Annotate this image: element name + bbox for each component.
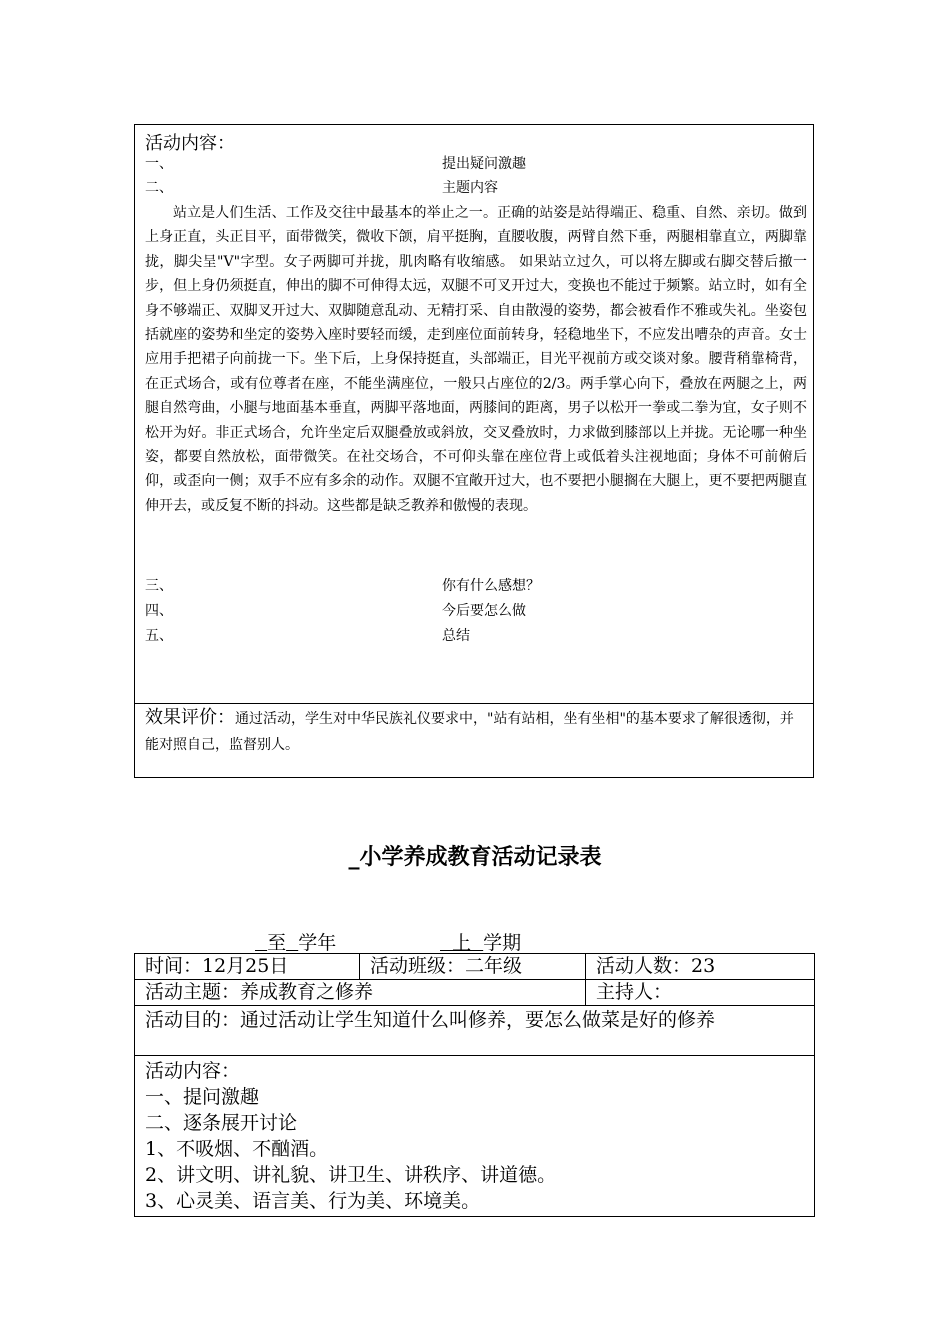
purpose-cell: 活动目的：通过活动让学生知道什么叫修养，要怎么做菜是好的修养 xyxy=(135,1006,815,1056)
semester xyxy=(440,928,521,955)
page-title: _小学养成教育活动记录表 xyxy=(348,844,602,870)
time-cell: 时间：12月25日 xyxy=(135,954,360,980)
item-text: 提出疑问激趣 xyxy=(442,156,526,172)
semester-value: 上 xyxy=(440,932,484,954)
effect-label: 效果评价： xyxy=(145,707,235,728)
content-line: 1、不吸烟、不酗酒。 xyxy=(145,1138,329,1160)
item-number: 三、 xyxy=(145,578,173,594)
content-line: 2、讲文明、讲礼貌、讲卫生、讲秩序、讲道德。 xyxy=(145,1164,557,1186)
table-row xyxy=(135,954,815,980)
year-blank-1 xyxy=(255,932,267,954)
host-cell: 主持人： xyxy=(586,980,815,1006)
effect-evaluation xyxy=(145,705,807,758)
count-cell: 活动人数：23 xyxy=(586,954,815,980)
topic-paragraph: 站立是人们生活、工作及交往中最基本的举止之一。正确的站姿是站得端正、稳重、自然、亲切。做到上身正直，头正目平，面带微笑，微收下颌，肩平挺胸，直腰收腹，两臂自然下垂，两腿相靠直立，两脚靠拢，脚尖呈"V"字型。女子两脚可并拢，肌肉略有收缩感。 如果站立过久，可以将左脚或右脚交替后撤一步，但上身仍须挺直，伸出的脚不可伸得太远，双腿不可叉开过大，变换也不能过于频繁。站立时，如有全身不够端正、双脚叉开过大、双脚随意乱动、无精打采、自由散漫的姿势，都会被看作不雅或失礼。坐姿包括就座的姿势和坐定的姿势入座时要轻而缓，走到座位面前转身，轻稳地坐下，不应发出嘈杂的声音。女士应用手把裙子向前拢一下。坐下后，上身保持挺直，头部端正，目光平视前方或交谈对象。腰背稍靠椅背，在正式场合，或有位尊者在座，不能坐满座位，一般只占座位的2/3。两手掌心向下，叠放在两腿之上，两腿自然弯曲，小腿与地面基本垂直，两脚平落地面，两膝间的距离，男子以松开一拳或二拳为宜，女子则不松开为好。非正式场合，允许坐定后双腿叠放或斜放，交叉叠放时，力求做到膝部以上并拢。无论哪一种坐姿，都要自然放松，面带微笑。在社交场合，不可仰头靠在座位背上或低着头注视地面；身体不可前俯后仰，或歪向一侧；双手不应有多余的动作。双腿不宜敞开过大，也不要把小腿搁在大腿上，更不要把两腿直伸开去，或反复不断的抖动。这些都是缺乏教养和傲慢的表现。 xyxy=(145,205,807,514)
item-number: 四、 xyxy=(145,603,173,619)
content-cell xyxy=(135,1056,815,1217)
year-label: 学年 xyxy=(298,932,337,954)
item-number: 五、 xyxy=(145,628,173,644)
semester-label: 学期 xyxy=(483,932,522,954)
table-row xyxy=(135,1056,815,1217)
divider xyxy=(135,703,813,704)
effect-text: 通过活动，学生对中华民族礼仪要求中，"站有站相，坐有坐相"的基本要求了解很透彻，并能对照自己，监督别人。 xyxy=(145,711,794,753)
item-text: 总结 xyxy=(442,628,470,644)
list-item xyxy=(145,600,805,622)
content-line: 二、逐条展开讨论 xyxy=(145,1112,298,1134)
class-cell: 活动班级：二年级 xyxy=(360,954,586,980)
year-blank-2 xyxy=(286,932,298,954)
list-item xyxy=(145,177,805,199)
table-row xyxy=(135,1006,815,1056)
theme-cell: 活动主题：养成教育之修养 xyxy=(135,980,586,1006)
activity-content-heading: 活动内容： xyxy=(145,133,235,154)
list-item xyxy=(145,575,805,597)
content-line: 一、提问激趣 xyxy=(145,1086,260,1108)
list-item xyxy=(145,625,805,647)
item-number: 一、 xyxy=(145,156,173,172)
year-separator: 至 xyxy=(267,932,287,954)
list-item xyxy=(145,153,805,175)
activity-record-box xyxy=(134,124,814,778)
content-line: 活动内容： xyxy=(145,1060,241,1082)
item-text: 今后要怎么做 xyxy=(442,603,526,619)
school-year xyxy=(255,928,336,955)
content-line: 3、心灵美、语言美、行为美、环境美。 xyxy=(145,1190,481,1212)
item-number: 二、 xyxy=(145,180,173,196)
item-text: 主题内容 xyxy=(442,180,498,196)
item-text: 你有什么感想？ xyxy=(442,578,540,594)
activity-record-table xyxy=(134,953,815,1217)
table-row xyxy=(135,980,815,1006)
